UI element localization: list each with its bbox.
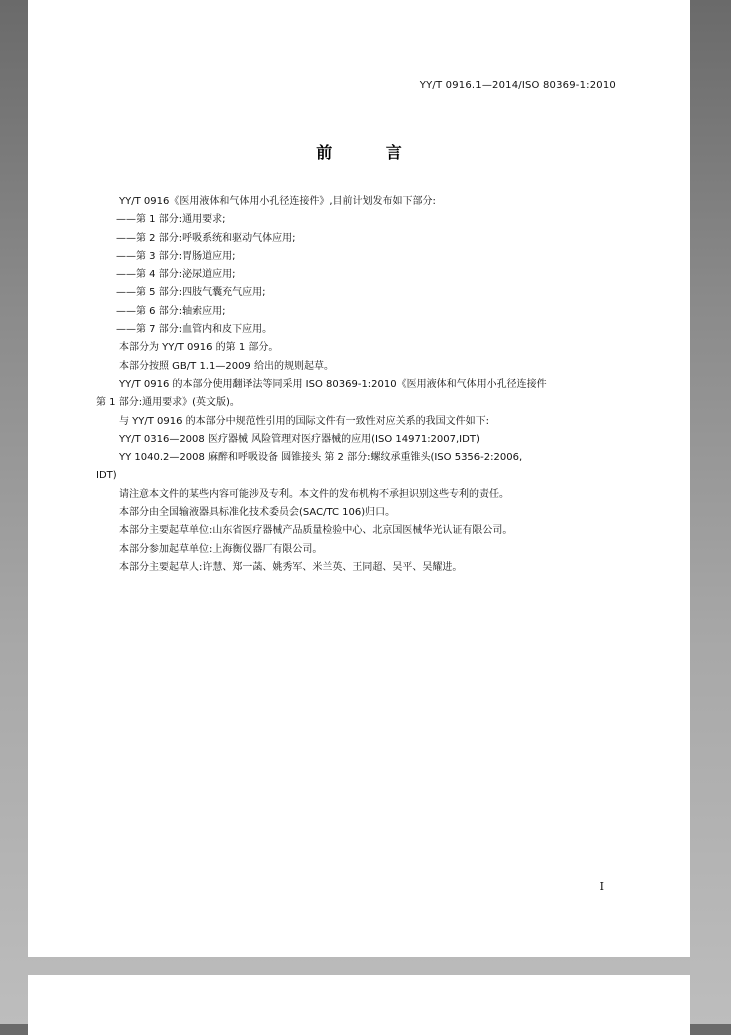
paragraph-adoption-cont: 第 1 部分:通用要求》(英文版)。	[96, 397, 240, 409]
part-list-item: ——第 1 部分:通用要求;	[116, 214, 226, 226]
paragraph-participating-units: 本部分参加起草单位:上海衡仪器厂有限公司。	[119, 543, 323, 555]
standard-number-header: YY/T 0916.1—2014/ISO 80369-1:2010	[419, 80, 616, 91]
document-page	[28, 0, 690, 957]
reference-item-cont: IDT)	[96, 470, 117, 482]
page-number: I	[599, 880, 604, 893]
paragraph-committee: 本部分由全国输液器具标准化技术委员会(SAC/TC 106)归口。	[119, 507, 396, 519]
paragraph-drafters: 本部分主要起草人:许慧、郑一菡、姚秀军、米兰英、王同超、吴平、吴耀进。	[119, 561, 463, 573]
paragraph-adoption: YY/T 0916 的本部分使用翻译法等同采用 ISO 80369-1:2010《医用液体和气体用小孔径连接件	[119, 378, 547, 390]
part-list-item: ——第 2 部分:呼吸系统和驱动气体应用;	[116, 232, 296, 244]
foreword-body	[96, 193, 636, 577]
part-list-item: ——第 6 部分:轴索应用;	[116, 305, 226, 317]
reference-item: YY/T 0316—2008 医疗器械 风险管理对医疗器械的应用(ISO 14971:2007,IDT)	[119, 433, 480, 445]
part-list-item: ——第 3 部分:胃肠道应用;	[116, 250, 236, 262]
paragraph-patent-notice: 请注意本文件的某些内容可能涉及专利。本文件的发布机构不承担识别这些专利的责任。	[119, 488, 509, 500]
paragraph-reference-intro: 与 YY/T 0916 的本部分中规范性引用的国际文件有一致性对应关系的我国文件如下:	[119, 415, 490, 427]
foreword-title: 前 言	[316, 143, 426, 162]
part-list-item: ——第 4 部分:泌尿道应用;	[116, 269, 236, 281]
paragraph-part-statement: 本部分为 YY/T 0916 的第 1 部分。	[119, 342, 279, 354]
paragraph-drafting-rules: 本部分按照 GB/T 1.1—2009 给出的规则起草。	[119, 360, 334, 372]
paragraph-main-drafting-units: 本部分主要起草单位:山东省医疗器械产品质量检验中心、北京国医械华光认证有限公司。	[119, 525, 513, 537]
part-list-item: ——第 7 部分:血管内和皮下应用。	[116, 324, 273, 336]
paragraph-intro: YY/T 0916《医用液体和气体用小孔径连接件》,目前计划发布如下部分:	[119, 196, 436, 207]
next-page-edge	[28, 975, 690, 1035]
reference-item: YY 1040.2—2008 麻醉和呼吸设备 圆锥接头 第 2 部分:螺纹承重锥头(ISO 5356-2:2006,	[119, 452, 523, 464]
part-list-item: ——第 5 部分:四肢气囊充气应用;	[116, 287, 266, 299]
